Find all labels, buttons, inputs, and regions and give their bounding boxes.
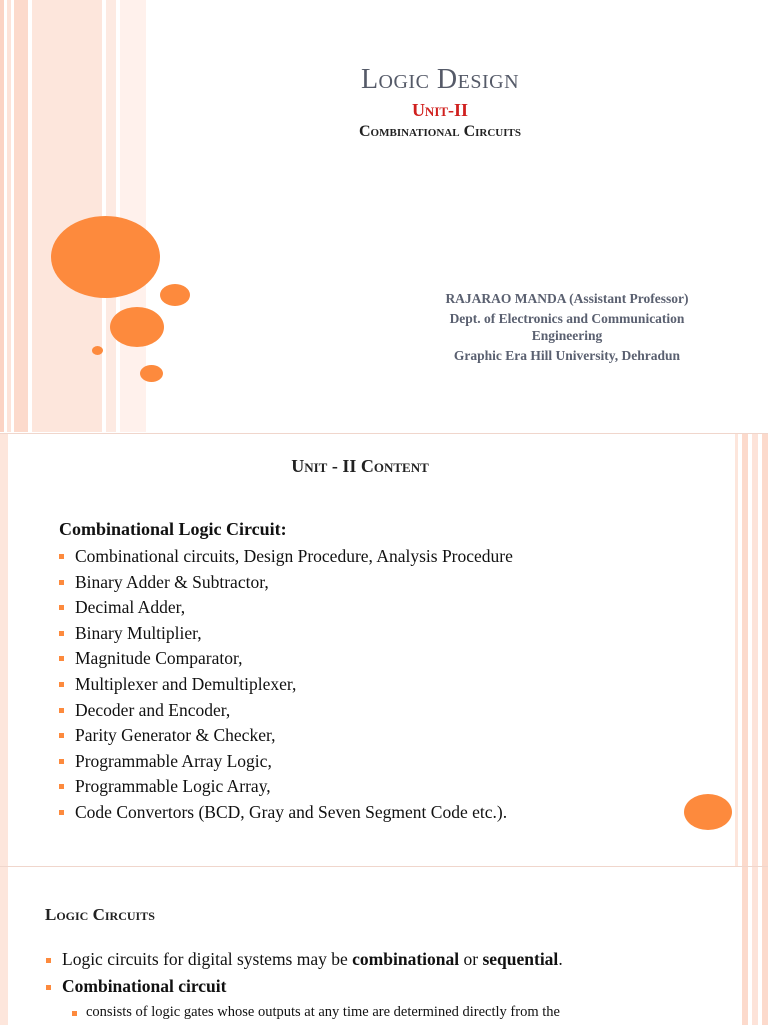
author-block (392, 290, 742, 367)
decor-circle-large (51, 216, 160, 298)
sub-bullet-line: consists of logic gates whose outputs at any time are determined directly from the (86, 1004, 560, 1020)
bold-text: sequential (482, 949, 559, 969)
slide-title: Logic Design (360, 64, 520, 95)
bullet-line (62, 949, 563, 970)
slide-heading: Unit - II Content (291, 456, 429, 476)
text: Logic circuits for digital systems may be (62, 949, 353, 969)
list-item: Programmable Array Logic, (58, 749, 513, 775)
author-name: RAJARAO MANDA (Assistant Professor) (445, 291, 689, 306)
list-item: Code Convertors (BCD, Gray and Seven Segment Code etc.). (58, 800, 513, 826)
decor-stripe (735, 434, 738, 866)
list-item: Binary Adder & Subtractor, (58, 570, 513, 596)
decor-stripe (762, 867, 768, 1025)
list-item: Magnitude Comparator, (58, 646, 513, 672)
slide-subtitle: Combinational Circuits (359, 123, 521, 140)
unit-label: Unit-II (411, 100, 469, 120)
decor-stripe (0, 0, 4, 432)
decor-circle (140, 365, 163, 382)
decor-circle (160, 284, 190, 306)
list-item: Decimal Adder, (58, 595, 513, 621)
author-dept: Dept. of Electronics and Communication (449, 311, 685, 326)
decor-stripe (32, 0, 102, 432)
decor-stripe (762, 434, 768, 866)
bold-text: combinational (352, 949, 460, 969)
decor-stripe (0, 867, 8, 1025)
logic-circuits-slide (0, 866, 768, 1025)
decor-circle (92, 346, 103, 355)
decor-stripe (14, 0, 28, 432)
list-item: Binary Multiplier, (58, 621, 513, 647)
list-item: Parity Generator & Checker, (58, 723, 513, 749)
decor-circle (684, 794, 732, 830)
decor-circle (110, 307, 164, 347)
decor-stripe (742, 867, 748, 1025)
author-dept-cont: Engineering (531, 328, 603, 343)
list-item: Decoder and Encoder, (58, 698, 513, 724)
content-slide (0, 433, 768, 866)
decor-stripe (7, 0, 11, 432)
slide-heading: Logic Circuits (45, 905, 155, 924)
title-slide (0, 0, 768, 432)
content-list (58, 544, 513, 826)
decor-stripe (752, 434, 758, 866)
decor-stripe (742, 434, 748, 866)
list-item: Programmable Logic Array, (58, 774, 513, 800)
list-item: Multiplexer and Demultiplexer, (58, 672, 513, 698)
bullet-line: Combinational circuit (62, 976, 227, 996)
list-item: Combinational circuits, Design Procedure, Analysis Procedure (58, 544, 513, 570)
section-label: Combinational Logic Circuit: (59, 519, 287, 539)
decor-stripe (0, 434, 8, 866)
text: or (459, 949, 483, 969)
text: . (558, 949, 563, 969)
decor-stripe (752, 867, 758, 1025)
author-university: Graphic Era Hill University, Dehradun (453, 348, 681, 363)
